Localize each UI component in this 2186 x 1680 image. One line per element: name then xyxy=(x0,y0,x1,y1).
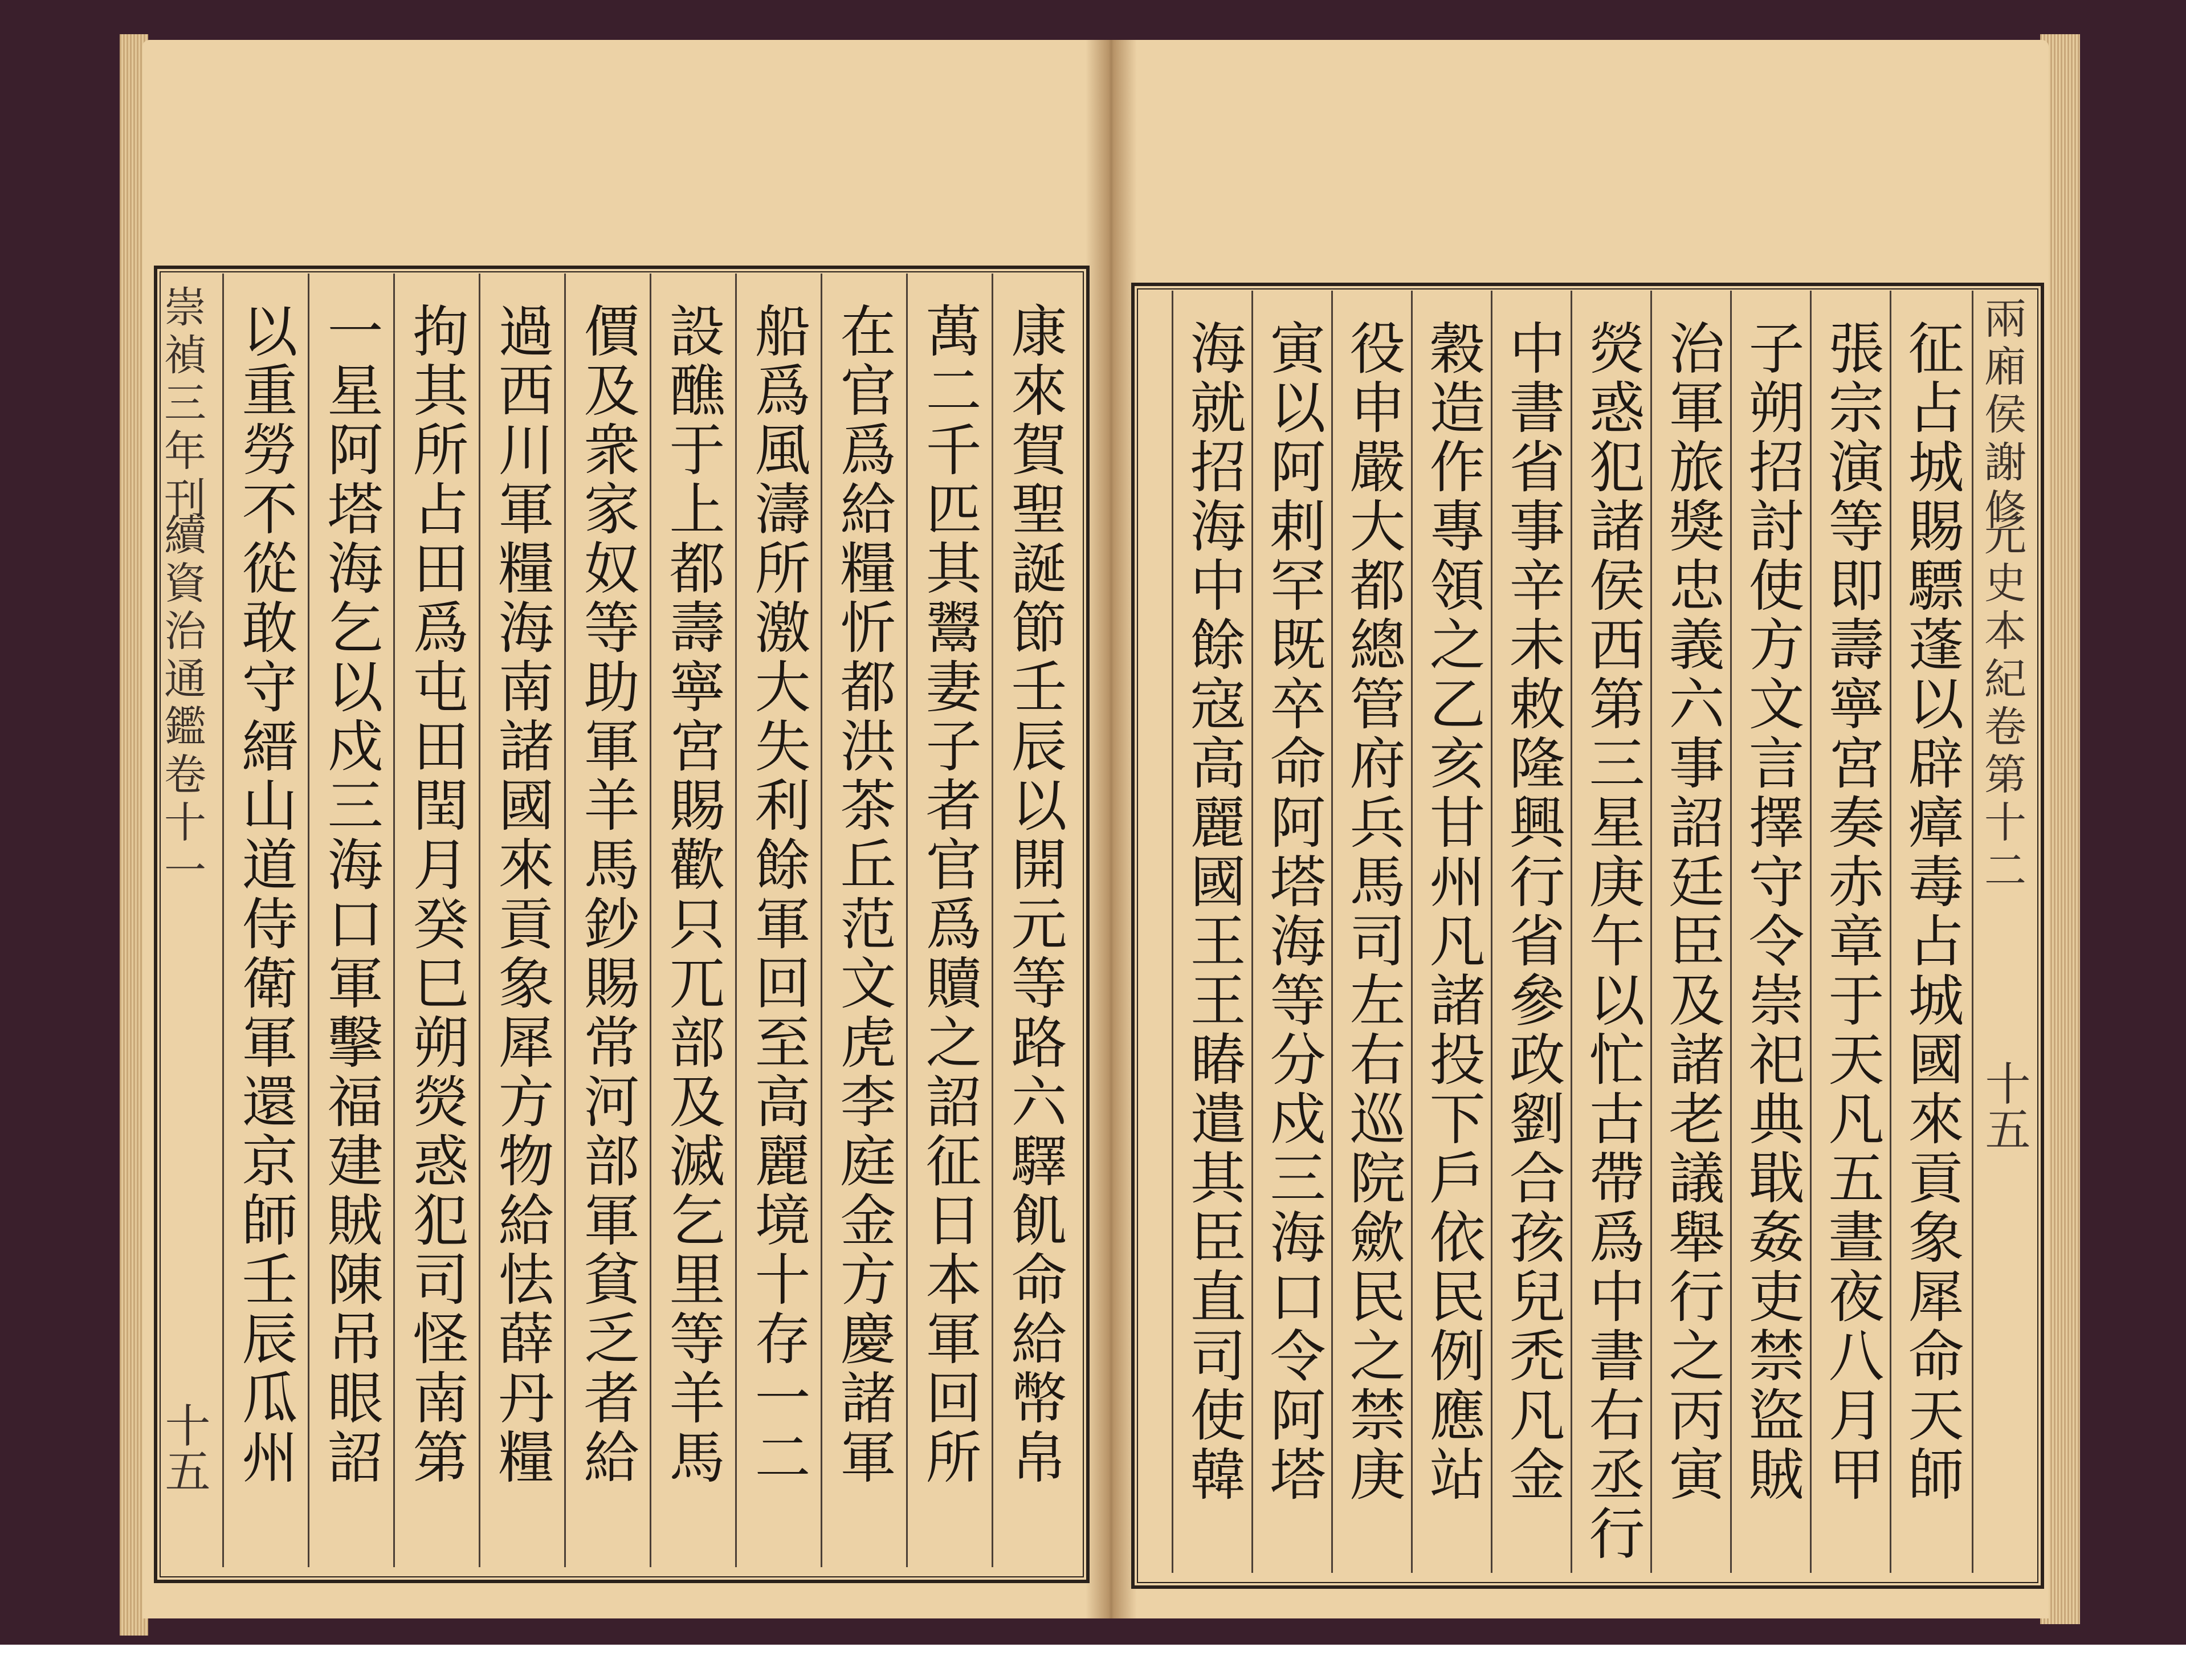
column-rule xyxy=(735,274,737,1567)
column-rule xyxy=(1810,291,1812,1573)
left-column-9: 一星阿塔海乞以戍三海口軍擊福建賊陳吊眼詔 xyxy=(318,302,383,1487)
left-column-5: 設醮于上都壽寧宮賜歡只兀部及滅乞里等羊馬 xyxy=(660,302,725,1487)
right-column-3: 子朔招討使方文言擇守令崇祀典戢姦吏禁盜賊 xyxy=(1739,319,1804,1504)
right-column-7: 穀造作專領之乙亥甘州凡諸投下戶依民例應站 xyxy=(1420,319,1485,1504)
column-rule xyxy=(1972,291,1973,1573)
right-column-8: 役申嚴大都總管府兵馬司左右巡院歛民之禁庚 xyxy=(1340,319,1405,1504)
right-column-1: 征占城賜驃蓬以辟瘴毒占城國來貢象犀命天師 xyxy=(1899,319,1964,1504)
right-margin-volume: 元史本紀卷第十二 xyxy=(1977,513,2026,896)
column-rule xyxy=(1890,291,1891,1573)
column-rule xyxy=(1491,291,1492,1573)
right-column-4: 治軍旅獎忠義六事詔廷臣及諸老議舉行之丙寅 xyxy=(1659,319,1724,1504)
column-rule xyxy=(1172,291,1173,1573)
column-rule xyxy=(1251,291,1253,1573)
column-rule xyxy=(1331,291,1333,1573)
column-rule xyxy=(479,274,480,1567)
right-margin-title: 兩廂侯謝修 xyxy=(1977,296,2026,536)
column-rule xyxy=(308,274,309,1567)
column-rule xyxy=(564,274,566,1567)
book-gutter xyxy=(1086,40,1137,1618)
column-rule xyxy=(1571,291,1572,1573)
column-rule xyxy=(1650,291,1652,1573)
column-rule xyxy=(906,274,908,1567)
column-rule xyxy=(992,274,993,1567)
left-column-4: 船爲風濤所激大失利餘軍回至高麗境十存一二 xyxy=(745,302,810,1487)
column-rule xyxy=(650,274,651,1567)
left-column-1: 康來賀聖誕節壬辰以開元等路六驛飢命給幣帛 xyxy=(1002,302,1067,1487)
left-column-7: 過西川軍糧海南諸國來貢象犀方物給怯薛丹糧 xyxy=(489,302,554,1487)
column-rule xyxy=(821,274,822,1567)
right-column-9: 寅以阿剌罕既卒命阿塔海等分戍三海口令阿塔 xyxy=(1261,319,1326,1504)
left-column-6: 價及衆家奴等助軍羊馬鈔賜常河部軍貧乏者給 xyxy=(574,302,639,1487)
right-folio-number: 十五 xyxy=(1977,1060,2030,1151)
column-rule xyxy=(393,274,395,1567)
left-folio-number: 十五 xyxy=(157,1402,210,1493)
left-column-10: 以重勞不從敢守縉山道侍衛軍還京師壬辰瓜州 xyxy=(233,302,297,1487)
right-column-6: 中書省事辛未敕隆興行省參政劉合孩兒禿凡金 xyxy=(1500,319,1565,1504)
right-column-5: 熒惑犯諸侯西第三星庚午以忙古帶爲中書右丞行 xyxy=(1580,319,1645,1564)
column-rule xyxy=(1730,291,1732,1573)
left-column-3: 在官爲給糧忻都洪茶丘范文虎李庭金方慶諸軍 xyxy=(831,302,896,1487)
right-column-10: 海就招海中餘寇高麗國王王睶遣其臣直司使韓 xyxy=(1181,319,1246,1504)
right-column-2: 張宗演等即壽寧宮奏赤章于天凡五晝夜八月甲 xyxy=(1819,319,1884,1504)
left-margin-title: 崇禎三年刊 xyxy=(157,285,206,524)
column-rule xyxy=(222,274,224,1567)
left-column-8: 拘其所占田爲屯田閏月癸巳朔熒惑犯司怪南第 xyxy=(403,302,468,1487)
column-rule xyxy=(1411,291,1413,1573)
left-column-2: 萬二千匹其鬻妻子者官爲贖之詔征日本軍回所 xyxy=(916,302,981,1487)
left-margin-volume: 續資治通鑑卷十一 xyxy=(157,513,206,896)
